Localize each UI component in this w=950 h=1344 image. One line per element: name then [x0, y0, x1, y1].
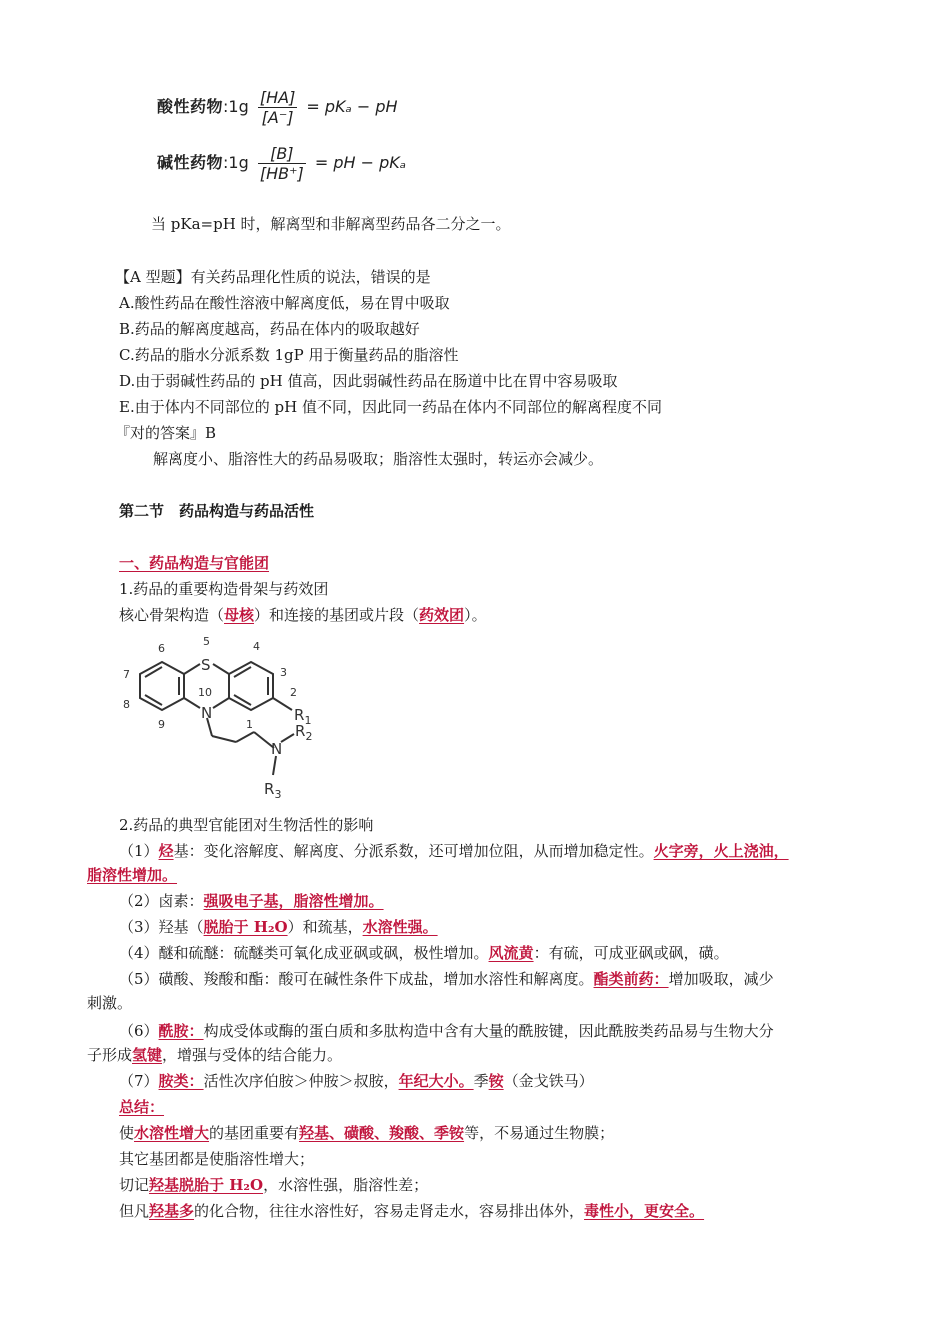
answer-explanation: 解离度小、脂溶性大的药品易吸取；脂溶性太强时，转运亦会减少。	[153, 450, 604, 468]
phenothiazine-structure-diagram	[118, 630, 338, 805]
keyword-hydrogen-bond: 氢键	[132, 1046, 163, 1064]
label-r2: $R_2$	[295, 722, 313, 743]
base-formula-label: 碱性药物	[157, 153, 224, 172]
summary-line-4: 但凡羟基多的化合物，往往水溶性好，容易走肾走水，容易排出体外，毒性小，更安全。	[119, 1202, 705, 1220]
water-soluble-note: 水溶性强。	[362, 918, 438, 936]
keyword-hydrophilic-groups: 羟基、磺酸、羧酸、季铵	[299, 1124, 465, 1142]
option-c: C.药品的脂水分派系数 1gP 用于衡量药品的脂溶性	[119, 346, 459, 364]
answer: 『对的答案』B	[115, 424, 217, 442]
option-b: B.药品的解离度越高，药品在体内的吸取越好	[119, 320, 420, 338]
mnemonic-fire: 火字旁，火上浇油，	[653, 842, 789, 860]
keyword-low-toxicity: 毒性小，更安全。	[584, 1202, 705, 1220]
acid-formula-rhs: = pKₐ − pH	[306, 97, 398, 116]
pka-note: 当 pKa=pH 时，解离型和非解离型药品各二分之一。	[151, 215, 511, 233]
summary-line-1: 使水溶性增大的基团重要有羟基、磺酸、羧酸、季铵等，不易通过生物膜；	[119, 1124, 615, 1142]
label-6: 6	[158, 642, 165, 655]
mnemonic-sulfur: 风流黄	[488, 944, 534, 962]
halogen-note: 强吸电子基，脂溶性增加。	[203, 892, 384, 910]
base-formula-rhs: = pH − pKₐ	[314, 153, 407, 172]
section-title: 第二节 药品构造与药品活性	[119, 502, 315, 520]
keyword-water-solubility: 水溶性增大	[134, 1124, 210, 1142]
base-numerator: [B]	[258, 144, 306, 164]
base-denominator: [HB⁺]	[259, 164, 304, 183]
label-7: 7	[123, 668, 130, 681]
option-e: E.由于体内不同部位的 pH 值不同，因此同一药品在体内不同部位的解离程度不同	[119, 398, 662, 416]
summary-title: 总结：	[119, 1098, 165, 1116]
keyword-from-water: 脱胎于 H₂O	[203, 918, 288, 936]
keyword-amide: 酰胺：	[158, 1022, 204, 1040]
option-d: D.由于弱碱性药品的 pH 值高，因此弱碱性药品在肠道中比在胃中容易吸取	[119, 372, 618, 390]
group-1-line: （1）烃基：变化溶解度、解离度、分派系数，还可增加位阻，从而增加稳定性。火字旁，火上浇油，	[119, 842, 789, 860]
group-4-line: （4）醚和硫醚：硫醚类可氧化成亚砜或砜，极性增加。风流黄：有硫，可成亚砜或砜，磺。	[119, 944, 729, 962]
label-10: 10	[198, 686, 212, 699]
label-5: 5	[203, 635, 210, 648]
keyword-ammonium: 铵	[488, 1072, 504, 1090]
label-1: 1	[246, 718, 253, 731]
keyword-mother-nucleus: 母核	[224, 606, 255, 624]
option-a: A.酸性药品在酸性溶液中解离度低，易在胃中吸取	[119, 294, 450, 312]
group-1-line-2	[87, 864, 177, 886]
label-n10: N	[201, 704, 213, 722]
label-s: S	[201, 656, 211, 674]
keyword-amines: 胺类：	[158, 1072, 204, 1090]
base-fraction	[258, 144, 306, 183]
mnemonic-age: 年纪大小。	[398, 1072, 474, 1090]
subsection-title: 一、药品构造与官能团	[119, 554, 270, 572]
group-7-line: （7）胺类：活性次序伯胺＞仲胺＞叔胺，年纪大小。季铵（金戈铁马）	[119, 1072, 594, 1090]
acid-numerator: [HA]	[259, 88, 296, 107]
acid-fraction	[258, 88, 297, 127]
group-6-line-2: 子形成氢键，增强与受体的结合能力。	[87, 1046, 343, 1064]
lipophilicity-increase: 脂溶性增加。	[87, 866, 178, 884]
keyword-many-hydroxyls: 羟基多	[149, 1202, 195, 1220]
item-1: 1.药品的重要构造骨架与药效团	[119, 580, 329, 598]
acid-denominator: [A⁻]	[261, 108, 294, 127]
label-9: 9	[158, 718, 165, 731]
label-2: 2	[290, 686, 297, 699]
label-8: 8	[123, 698, 130, 711]
item-2: 2.药品的典型官能团对生物活性的影响	[119, 816, 374, 834]
keyword-pharmacophore: 药效团	[419, 606, 465, 624]
group-5-line: （5）磺酸、羧酸和酯：酸可在碱性条件下成盐，增加水溶性和解离度。酯类前药：增加吸取，减少	[119, 970, 774, 988]
group-3-line: （3）羟基（脱胎于 H₂O）和巯基，水溶性强。	[119, 918, 438, 936]
label-4: 4	[253, 640, 260, 653]
label-n: N	[271, 740, 283, 758]
keyword-hydroxyl-from-water: 羟基脱胎于 H₂O	[149, 1176, 264, 1194]
keyword-ester-prodrug: 酯类前药：	[593, 970, 669, 988]
keyword-hydrocarbon: 烃	[158, 842, 174, 860]
label-3: 3	[280, 666, 287, 679]
group-6-line: （6）酰胺：构成受体或酶的蛋白质和多肽构造中含有大量的酰胺键，因此酰胺类药品易与生物大分	[119, 1022, 774, 1040]
core-structure-line: 核心骨架构造（母核）和连接的基团或片段（药效团）。	[119, 606, 487, 624]
acid-formula-label: 酸性药物	[157, 97, 224, 116]
summary-line-3: 切记羟基脱胎于 H₂O，水溶性强，脂溶性差；	[119, 1176, 429, 1194]
summary-line-2: 其它基团都是使脂溶性增大；	[119, 1150, 315, 1168]
base-formula-log: :1g	[223, 153, 249, 172]
question-stem: 【A 型题】有关药品理化性质的说法，错误的是	[115, 268, 431, 286]
acid-formula-log: :1g	[223, 97, 249, 116]
group-2-line: （2）卤素：强吸电子基，脂溶性增加。	[119, 892, 384, 910]
label-r3: $R_3$	[264, 780, 282, 801]
label-r1: $R_1$	[294, 706, 312, 727]
base-formula	[157, 144, 406, 183]
group-5-line-2: 刺激。	[87, 994, 133, 1012]
acid-formula	[157, 88, 398, 127]
